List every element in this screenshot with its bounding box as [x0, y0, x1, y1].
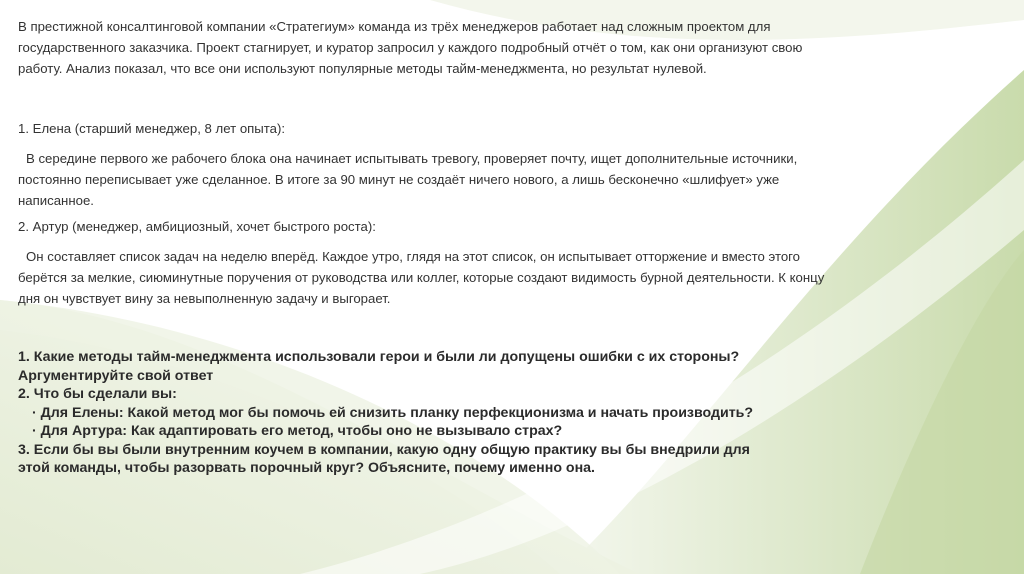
- question-1-line-1: 1. Какие методы тайм-менеджмента использовали герои и были ли допущены ошибки с их стороны?: [18, 349, 740, 365]
- question-2-elena: · Для Елены: Какой метод мог бы помочь ей снизить планку перфекционизма и начать производить?: [32, 404, 754, 421]
- questions-block: [18, 348, 848, 478]
- case-heading-artur: 2. Артур (менеджер, амбициозный, хочет быстрого роста):: [18, 219, 376, 234]
- case-heading-elena: 1. Елена (старший менеджер, 8 лет опыта):: [18, 121, 286, 136]
- question-1-line-2: Аргументируйте свой ответ: [18, 367, 214, 384]
- case-text-artur: Он составляет список задач на неделю вперёд. Каждое утро, глядя на этот список, он испытывает отторжение и вместо этого берётся за мелкие, сиюминутные поручения от руководства или коллег, которые создают видимость бурной деятельности. К концу дня он чувствует вину за невыполненную задачу и выгорает.: [18, 249, 825, 306]
- question-3-line-2: этой команды, чтобы разорвать порочный круг? Объясните, почему именно она.: [18, 460, 595, 476]
- intro-paragraph: В престижной консалтинговой компании «Стратегиум» команда из трёх менеджеров работает над сложным проектом для государственного заказчика. Проект стагнирует, и куратор запросил у каждого подробный отчёт о том, как они организуют свою работу. Анализ показал, что все они используют популярные методы тайм-менеджмента, но результат нулевой.: [18, 19, 803, 76]
- case-text-elena: В середине первого же рабочего блока она начинает испытывать тревогу, проверяет почту, ищет дополнительные источники, постоянно переписывает уже сделанное. В итоге за 90 минут не создаёт ничего нового, а лишь бесконечно «шлифует» уже написанное.: [18, 151, 798, 208]
- question-2-artur: · Для Артура: Как адаптировать его метод, чтобы оно не вызывало страх?: [32, 423, 563, 439]
- question-2: 2. Что бы сделали вы:: [18, 386, 177, 402]
- question-3-line-1: 3. Если бы вы были внутренним коучем в компании, какую одну общую практику вы бы внедрили для: [18, 441, 750, 458]
